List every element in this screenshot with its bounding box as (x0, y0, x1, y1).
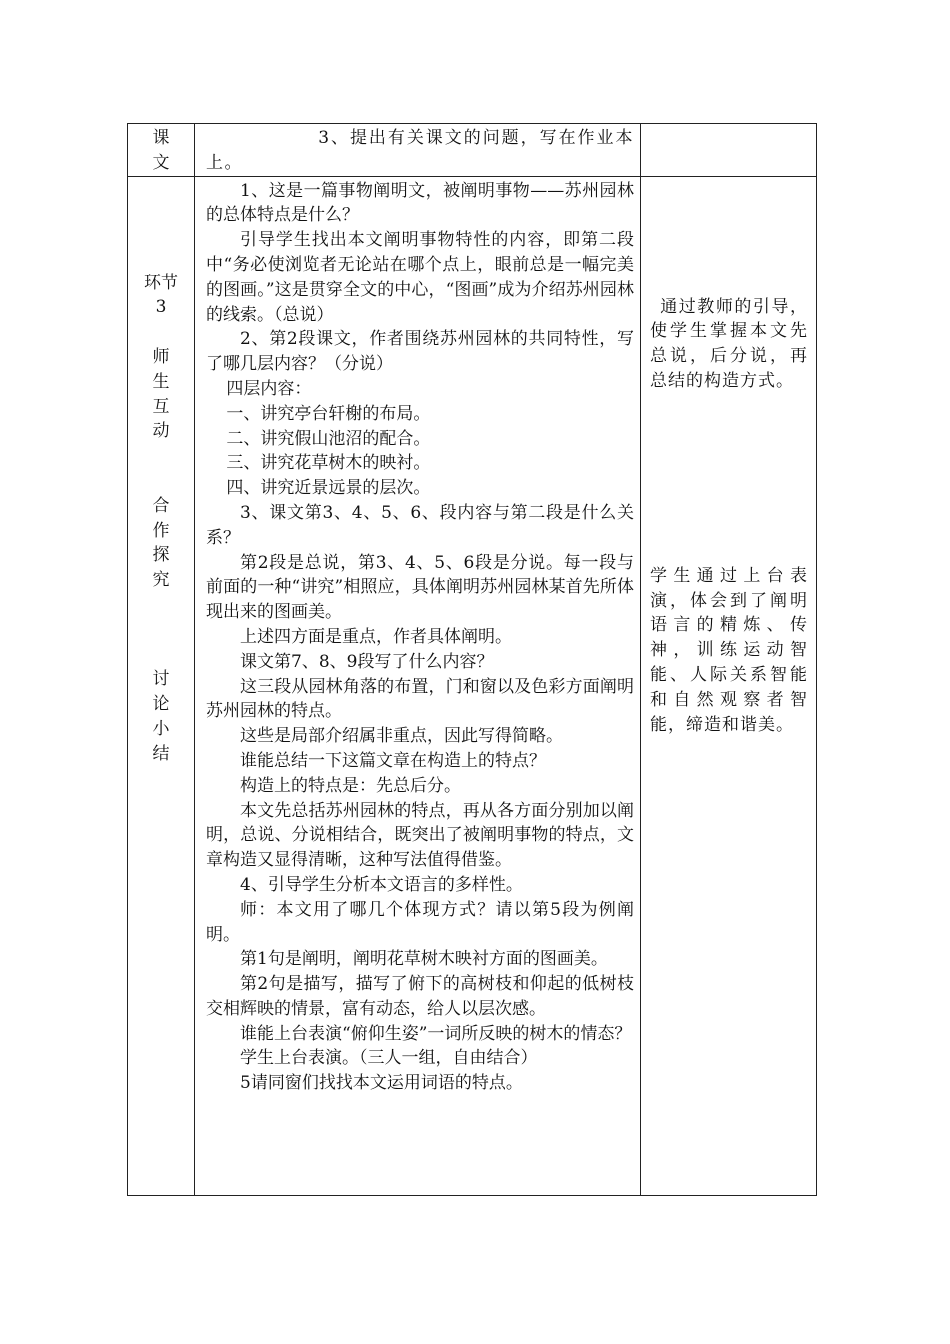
content-paragraph: 谁能上台表演“俯仰生姿”一词所反映的树木的情态？ (240, 1023, 632, 1044)
content-cell (195, 124, 641, 177)
content-paragraph: 四层内容： (226, 378, 312, 399)
label-char: 课 (152, 128, 170, 148)
label-char: 讨 (152, 669, 170, 690)
design-note: 学生通过上台表演，体会到了阐明语言的精炼、传神，训练运动智能、人际关系智能和自然观察者智能，缔造和谐美。 (650, 565, 808, 735)
label-char: 论 (152, 694, 170, 715)
list-item: 一、讲究亭台轩榭的布局。 (226, 403, 431, 424)
content-paragraph: 第1句是阐明，阐明花草树木映衬方面的图画美。 (240, 949, 608, 970)
content-paragraph: 第2句是描写，描写了俯下的高树枝和仰起的低树枝交相辉映的情景，富有动态，给人以层次感。 (206, 974, 634, 1019)
list-item: 二、讲究假山池沼的配合。 (226, 428, 431, 449)
content-paragraph: 学生上台表演。（三人一组，自由结合） (240, 1048, 538, 1069)
content-paragraph: 4、引导学生分析本文语言的多样性。 (240, 874, 523, 895)
content-paragraph: 本文先总括苏州园林的特点，再从各方面分别加以阐明，总说、分说相结合，既突出了被阐明事物的特点，文章构造又显得清晰，这种写法值得借鉴。 (206, 800, 634, 871)
label-char: 合 (152, 495, 170, 516)
label-char: 作 (152, 520, 170, 541)
content-paragraph: 构造上的特点是：先总后分。 (240, 775, 461, 796)
row-label-cell (128, 176, 195, 1195)
row-label-cell (128, 124, 195, 177)
table-row-text (128, 124, 817, 177)
list-item: 三、讲究花草树木的映衬。 (226, 453, 431, 474)
content-paragraph: 引导学生找出本文阐明事物特性的内容，即第二段中“务必使浏览者无论站在哪个点上，眼前总是一幅完美的图画。”这是贯穿全文的中心，“图画”成为介绍苏州园林的线索。（总说） (206, 230, 634, 325)
content-paragraph: 上述四方面是重点，作者具体阐明。 (240, 626, 512, 647)
label-char: 究 (152, 570, 170, 591)
note-cell (641, 176, 817, 1195)
content-paragraph: 1、这是一篇事物阐明文，被阐明事物——苏州园林的总体特点是什么？ (206, 180, 634, 226)
content-paragraph: 5请同窗们找找本文运用词语的特点。 (240, 1073, 523, 1094)
note-cell (641, 124, 817, 177)
label-char: 文 (152, 152, 170, 173)
content-paragraph: 第2段是总说，第3、4、5、6段是分说。每一段与前面的一种“讲究”相照应，具体阐明苏州园林某首先所体现出来的图画美。 (206, 552, 634, 623)
content-paragraph: 师：本文用了哪几个体现方式？请以第5段为例阐明。 (206, 899, 634, 945)
label-char: 生 (152, 371, 170, 392)
label-text: 环节 (144, 272, 178, 293)
label-char: 动 (152, 421, 170, 442)
label-char: 师 (152, 346, 170, 367)
content-paragraph: 这些是局部介绍属非重点，因此写得简略。 (240, 726, 563, 747)
label-char: 互 (152, 396, 170, 417)
table-row-stage3 (128, 176, 817, 1195)
label-text: 3 (155, 297, 167, 318)
content-paragraph: 谁能总结一下这篇文章在构造上的特点？ (240, 750, 546, 771)
list-item: 四、讲究近景远景的层次。 (226, 478, 431, 499)
content-paragraph: 3、课文第3、4、5、6、段内容与第二段是什么关系？ (206, 502, 634, 548)
content-paragraph: 3、提出有关课文的问题，写在作业本上。 (206, 128, 634, 173)
lesson-plan-table (127, 123, 817, 1196)
content-paragraph: 2、第2段课文，作者围绕苏州园林的共同特性，写了哪几层内容？（分说） (206, 329, 634, 375)
content-cell (195, 176, 641, 1195)
content-paragraph: 这三段从园林角落的布置，门和窗以及色彩方面阐明苏州园林的特点。 (206, 676, 634, 722)
design-note: 通过教师的引导，使学生掌握本文先总说，后分说，再总结的构造方式。 (650, 296, 808, 391)
label-char: 小 (152, 718, 170, 739)
label-char: 探 (152, 545, 170, 566)
content-paragraph: 课文第7、8、9段写了什么内容？ (240, 651, 494, 672)
label-char: 结 (152, 743, 170, 764)
